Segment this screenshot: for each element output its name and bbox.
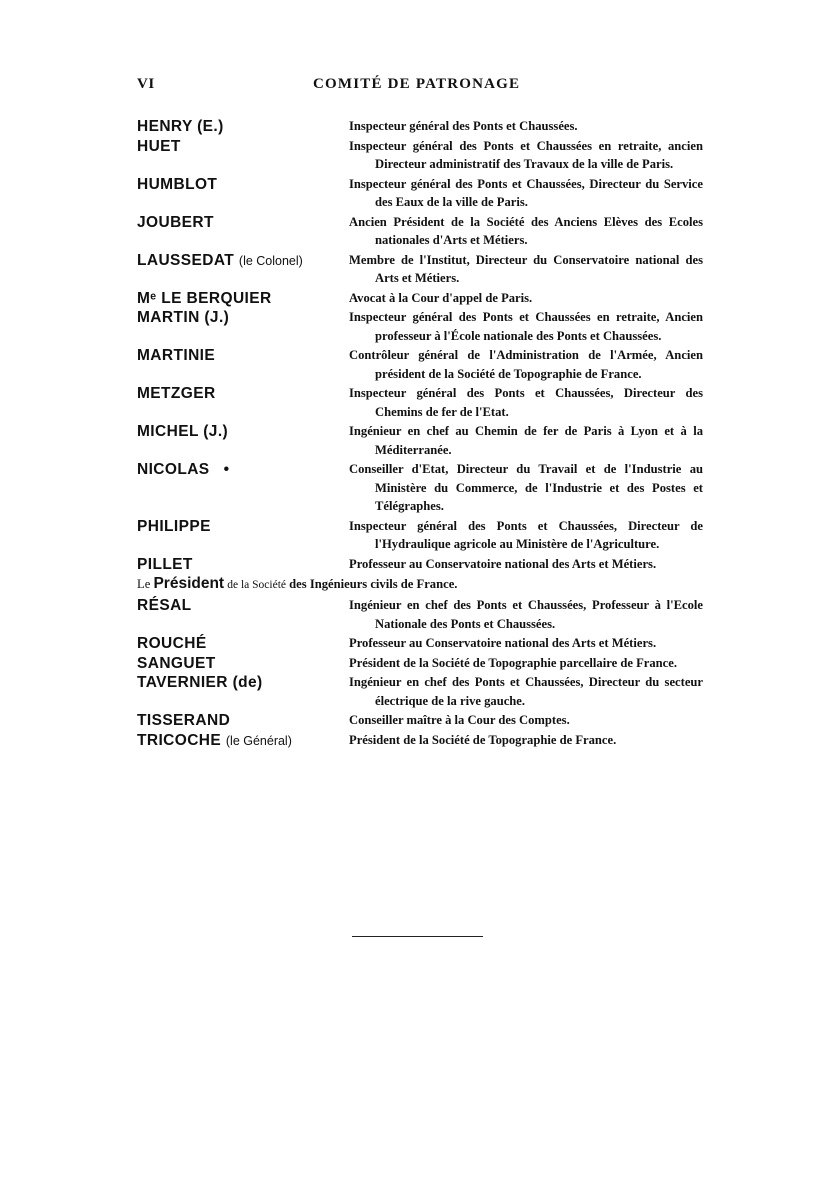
entry-name: MARTIN (J.) (137, 309, 230, 326)
entry-name: TRICOCHE (le Général) (137, 731, 292, 749)
entry-name: JOUBERT (137, 213, 214, 231)
entry-name: HUMBLOT (137, 175, 218, 193)
entry-philippe (137, 517, 703, 554)
entry-name: PILLET (137, 555, 193, 573)
entry-martin (137, 308, 703, 345)
entry-henry (137, 117, 703, 136)
entry-nicolas (137, 460, 703, 516)
entry-description: Contrôleur général de l'Administration de l'Armée, Ancien président de la Société de Topographie de France. (349, 348, 703, 381)
entry-description: Professeur au Conservatoire national des Arts et Métiers. (349, 556, 657, 571)
page-title: COMITÉ DE PATRONAGE (313, 76, 521, 92)
page-number: VI (137, 76, 155, 92)
entry-description: Président de la Société de Topographie parcellaire de France. (349, 655, 677, 670)
entry-description: Inspecteur général des Ponts et Chaussées, Directeur des Chemins de fer de l'Etat. (349, 386, 703, 419)
entry-tisserand (137, 711, 703, 730)
entry-metzger (137, 384, 703, 421)
entry-president-ingenieurs-civils (137, 574, 703, 595)
entry-description: Avocat à la Cour d'appel de Paris. (349, 290, 533, 305)
entry-rouche (137, 634, 703, 653)
entry-name: HENRY (E.) (137, 118, 224, 135)
entry-description: Ingénieur en chef des Ponts et Chaussées, Professeur à l'Ecole Nationale des Ponts et Chaussées. (349, 598, 703, 631)
entry-martinie (137, 346, 703, 383)
entry-title: (le Général) (225, 733, 292, 748)
entry-description: Président de la Société de Topographie de France. (349, 732, 617, 747)
entry-name: LAUSSEDAT (le Colonel) (137, 251, 303, 269)
stray-mark: • (223, 461, 230, 478)
committee-list (137, 117, 703, 750)
special-lead: Le (137, 577, 151, 591)
page-header (137, 76, 703, 98)
entry-title: (le Colonel) (238, 253, 303, 268)
entry-resal (137, 596, 703, 633)
entry-laussedat (137, 251, 703, 288)
entry-name: HUET (137, 137, 181, 155)
entry-description: Ingénieur en chef au Chemin de fer de Paris à Lyon et à la Méditerranée. (349, 424, 703, 457)
special-rest: des Ingénieurs civils de France. (289, 577, 458, 591)
entry-michel (137, 422, 703, 459)
entry-description: Inspecteur général des Ponts et Chaussées, Directeur de l'Hydraulique agricole au Ministère de l'Agriculture. (349, 518, 703, 551)
entry-le-berquier (137, 289, 703, 308)
entry-description: Membre de l'Institut, Directeur du Conservatoire national des Arts et Métiers. (349, 252, 703, 285)
entry-description: Conseiller d'Etat, Directeur du Travail et de l'Industrie au Ministère du Commerce, de l'Industrie et des Postes et Télégraphes. (349, 462, 703, 513)
entry-humblot (137, 175, 703, 212)
special-word: Président (153, 575, 225, 592)
entry-pillet (137, 555, 703, 574)
entry-sanguet (137, 654, 703, 673)
entry-description: Inspecteur général des Ponts et Chaussées. (349, 119, 578, 133)
entry-name: NICOLAS • (137, 461, 230, 478)
entry-joubert (137, 213, 703, 250)
entry-description: Conseiller maître à la Cour des Comptes. (349, 713, 570, 727)
entry-name: PHILIPPE (137, 517, 211, 535)
entry-name: ROUCHÉ (137, 635, 207, 652)
entry-tavernier (137, 673, 703, 710)
entry-name: MICHEL (J.) (137, 423, 229, 440)
entry-name: METZGER (137, 385, 216, 402)
entry-name: MARTINIE (137, 347, 216, 364)
entry-description: Inspecteur général des Ponts et Chaussées en retraite, Ancien professeur à l'École nationale des Ponts et Chaussées. (349, 310, 703, 343)
entry-description: Ingénieur en chef des Ponts et Chaussées, Directeur du secteur électrique de la rive gauche. (349, 675, 703, 708)
entry-name: SANGUET (137, 654, 216, 672)
entry-name: RÉSAL (137, 597, 192, 614)
entry-name: TISSERAND (137, 712, 231, 729)
entry-description: Inspecteur général des Ponts et Chaussées en retraite, ancien Directeur administratif des Travaux de la ville de Paris. (349, 138, 703, 171)
entry-description: Inspecteur général des Ponts et Chaussées, Directeur du Service des Eaux de la ville de Paris. (349, 176, 703, 209)
entry-huet (137, 137, 703, 174)
closing-rule (352, 936, 483, 937)
entry-name: TAVERNIER (de) (137, 674, 263, 691)
special-small: de la Société (227, 579, 287, 591)
entry-description: Ancien Président de la Société des Anciens Elèves des Ecoles nationales d'Arts et Métiers. (349, 214, 703, 247)
entry-description: Professeur au Conservatoire national des Arts et Métiers. (349, 636, 657, 650)
entry-name: Mᵉ LE BERQUIER (137, 289, 272, 307)
entry-tricoche (137, 731, 703, 750)
